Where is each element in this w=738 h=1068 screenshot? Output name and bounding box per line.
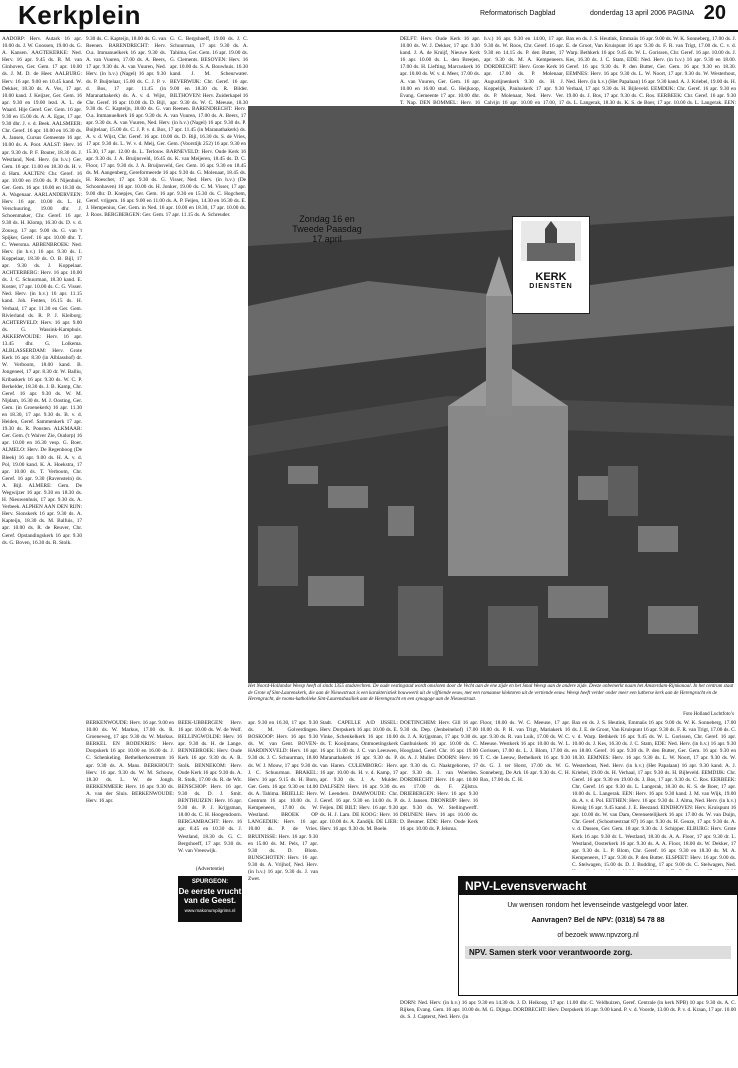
listing-column-1: AADORP: Herv. Autark 16 apr. 10.00 ds. J. W. Goossen, 19.00 ds. G. A. Kansen. AAGTEKERKE: Ned. Herv. 16 apr. 9.45 ds. B. M. van Ginhoven, Ger. Gem. 17 apr. 10.00 ds. J. M. D. de Heer. AALBURG: Herv. 16 apr. 9.00 en 10.45 kand. W. Dekker, 18.30 ds. A. Vos, 17 apr. 10.00 kand. J. Keijzer, Ger. Gem. 16 apr. 9.30 en 19.00 lezd. A. L. de Waard. Hije Geref. Ger. Gem. 16 apr. 9.30 en 15.00 ds. A. A. Egas, 17 apr. 9.30 dhr. J. v. d. Beek. AALSMEER: Chr. Geref. 16 apr. 10.00 en 16.30 ds. A. Jansen, Cursus Gemeente 16 apr. 10.00 ds. A. Poot. AALST: Herv. 16 apr. 9.30 ds. P. F. Bouter, 18.30 ds. J. Westland, Ned. Herv. (in h.v.) Ger. Gem. 16 apr. 11.00 en 18.30 ds. H. v. d. Ham. AALTEN: Chr. Geref. 16 apr. 10.00 en 19.00 ds. P. Nijenhuis, Ger. Gem. 16 apr. 10.00 en 18.30 ds. A. Wagenaar. AARLANDERVEEN: Herv. 16 apr. 10.00 ds. L. H. Verschuuring, 19.00 dhr. J. Schoenmaker, Chr. Geref. 16 apr. 9.30 ds. H. Klomp, 16.30 ds. D. v. d. Zouwg. 17 apr. 9.00 ds. G. van 't Spijker, Geref. 16 apr. 10.00 dhr. T. C. Weersma. ABBENBROEK: Ned. Herv. (in h.v.) 16 apr. 9.30 ds. I. Koppelaar, 18.30 ds. O. B. Bijl, 17 apr. 9.30 ds. J. Koppelaar. ACHTERBERG: Herv. 16 apr. 10.00 ds. J. C. Schuurman, 18.30 kand. E. Koster, 17 apr. 10.00 ds. C. G. Visser. Ned. Herv. (in h.v.) 16 apr. 11.15 kand. Joh. Fenten, 16.15 ds. H. Verhaal, 17 apr. 11.30 en Ger. Gem. Rivierland ds. R. P. J. Kleiborg. ACHTERVELD: Herv. 16 apr. 9.00 ds. G. Wassink-Kamphuis. AKKERWOUDE: Herv. 16 apr. 13.45 dhr. G. Lolkema. ALBLASSERDAM: Herv. Grote Kerk 16 apr. 8.30 (in Alblasshof) dr. W. Verboom, 18.00 kand. B. Jongeneel, 17 apr. 8.30 dr. W. Balliu, Kribaskerk 16 apr. 9.30 ds. W. C. P. Berkelder, 18.30 ds. J. B. Kamp, Chr. Geref. 16 apr. 9.30 ds. W. M. Nijdam, 16.30 ds. M. J. Oosting, Ger. Gem. (in Groenekerk) 16 apr. 11.30 en 18.30, 17 apr. 9.30 ds. B. v. d. Heiden, Geref. Sammenkerk 17 apr. 19.30 ds. R. Ponsten. ALKMAAR: Ger. Gem. ('t Waiver Zie, Oudorp) 16 apr. 10.00 en 16.30 vesp. G. Boer. ALMELO: Herv. De Regenboog (De Bleek) 16 apr. 9.00 ds. H. A. v. d. Pol, 19.00 kand. K. A. Hoekstra, 17 apr. 10.00 ds. T. Verboom, Chr. Geref. 16 apr. 9.30 (Ravenstein) ds. A. Bijl. ALMERE: Gem. De Wegwijzer 16 apr. 9.30 en 18.30 ds. H. Nieuwenhuis, 17 apr. 9.30 ds. A. Verbeek. ALPHEN AAN DEN RIJN: Herv. Sionskerk 16 apr. 9.30 ds. A. Kapteijn, 18.30 ds. M. Balfuis, 17 apr. 10.00 ds. R. de Reuver, Chr. Geref. Opstandingskerk 16 apr. 9.30 ds. G. Boven, 16.30 ds. R. Stolk. [2,36,82,546]
listing-lower-7: Bax en ds. J. S. Heutink, Emmaüs 16 apr. 9.00 ds. W. K. Sonneberg, 17.00 ds. J. E. de Groot, Van Kruispunt 16 apr. 9.30 ds. F. R. van Trigt, 17.00 ds. C. v. d. Warp. Bethkerk 16 apr. 9.45 ds. W. L. Gorissen, Chr. Geref. 16 apr. 10.00 ds. J. Kes, 16.30 ds. J. C. Stam, EDE: Ned. Herv. (in h.v.) 16 apr. 9.30 en 18.00. Geref. 16 apr. 9.30 ds. P. den Butter, Ger. Gem. 16 apr. 9.30 en 18.30. EEMNES: Herv. 16 apr. 9.30 ds. L. W. Noort, 17 apr. 9.30 ds. W. Westerhout, Ned. Herv. (in h.v.) (Het Papalaan) 16 apr. 9.30 kand. A. J. Kriebel, 19.00 ds. H. Verhaal, 17 apr. 9.30 ds. H. Bijleveld. EEMDIJK: Chr. Geref. 16 apr. 9.30 en 19.00 ds. J. Bos, 17 apr. 9.30 ds. C. Ros. EERBEEK: Chr. Geref. 16 apr. 9.30 ds. L. Langerak, 18.30 ds. K. S. de Boer, 17 apr. 10.00 ds. L. Langerak. EEN: Herv. 16 apr. 9.30 kand. J. M. van Wijk, 19.00 ds. A. v. d. Pol. EETHEN: Herv. 16 apr. 9.30 ds. J. Alma, Ned. Herv. (in h.v.) Kreuig 16 apr. 9.45 kand. J. E. Beezand. EINDHOVEN: Herv. Kruispunt 16 apr. 10.00 ds. W. van Dam, Oerensetelijkerk 16 apr. 17.00 ds. W. van Duijn, Chr. Geref. (Schootsestraat 87) 16 apr. 9.30 ds. H. Geuze, 17 apr. 9.30 ds. A. v. d. Dussen, Ger. Gem. 18 apr. 9.30 ds. J. Schipper. ELBURG: Herv. Grote Kerk 16 apr. 9.30 dr. L. Westland, 18.30 ds. A. A. Floor, 17 apr. 9.30 dr. L. Westland, Oosterkerk 16 apr. 9.30 ds. A. A. Floor, 18.00 ds. W. Dekker, 17 apr. 9.30 ds. L. P. Blom, Chr. Geref. 16 apr. 9.30 en 18.30 ds. M. A. Kempeneers, 17 apr. 9.30 ds. P. den Butter. ELSPEET: Herv. 16 apr. 9.00 ds. C. Stelwagen, 15.00 ds. D. J. Budding, 17 apr. 9.00 ds. C. Stelwagen, Ned. [572,720,736,868]
npv-slogan: NPV. Samen sterk voor verantwoorde zorg. [465,946,731,959]
npv-advert [458,876,738,996]
page-number: 20 [703,2,726,24]
advertentie-label: (Advertentie) [195,866,225,872]
church-icon [521,221,581,261]
kerkdiensten-banner [512,216,590,314]
page-label: PAGINA [668,10,694,17]
spurgeon-advert [178,876,242,922]
photo-caption: Het Noord-Hollandse Weesp heeft al sinds 1355 stadsrechten. De oude vestingstad wordt omsloten door de Vecht aan de ene zijde en het Smal Weesp aan de andere zijde. Deeze onbemerkt naam het Amsterdam-Rijnkanaal. In het centrum staat de Grote of Sint-Laurenskerk, die aan de Nieuwstraat is een karakteristiek bouwwerk uit de vijftiende eeuw, met een romaanse kloktoren uit de vertiende eeuw. Weesp heeft verder onder meer een lutherse kerk aan de Herengracht en de Herengracht, de rooms-katholieke Sint-Laurensbasiliek aan de Herengracht en een synagoge aan de Nieuwstraat. [248,684,734,702]
listing-column-6: Bax en ds. J. S. Heutink, Emmaüs 16 apr. 9.00 ds. W. K. Sonneberg, 17.00 ds. J. E. de Groot, Van Kruispunt 16 apr. 9.30 ds. F. R. van Trigt, 17.00 ds. C. v. d. Warp. Bethkerk 16 apr. 9.45 ds. W. L. Gorissen, Chr. Geref. 16 apr. 10.00 ds. J. Kes, 16.30 ds. J. C. Stam, EDE: Ned. Herv. (in h.v.) 16 apr. 9.30 en 18.00. Geref. 16 apr. 9.30 ds. P. den Butter, Ger. Gem. 16 apr. 9.30 en 18.30. EEMNES: Herv. 16 apr. 9.30 ds. L. W. Noort, 17 apr. 9.30 ds. W. Westerhout, Ned. Herv. (in h.v.) (Het Papalaan) 16 apr. 9.30 kand. A. J. Kriebel, 19.00 ds. H. Verhaal, 17 apr. 9.30 ds. H. Bijleveld. EEMDIJK: Chr. Geref. 16 apr. 9.30 en 19.00 ds. J. Bos, 17 apr. 9.30 ds. C. Ros. EERBEEK: Chr. Geref. 16 apr. 9.30 ds. L. Langerak, 18.30 ds. K. S. de Boer, 17 apr. 10.00 ds. L. Langerak. EEN: [566,36,736,106]
spurgeon-main: De eerste vrucht van de Geest. [178,887,242,905]
listing-lower-2: BEEK-UBBERGEN: Herv. 16 apr. 10.00 ds. W. de Wolf. BELLINGWOLDE: Herv. 16 apr. 9.30 ds. H. de Lange. BENNEBROEK: Herv. Oude Kerk 16 apr. 9.30 ds. A. R. Stolk. BENNEKOM: Herv. Oude Kerk 16 apr. 9.30 ds. A. R. Stolk, 17.00 ds. R. de Wit. BENSCHOP: Herv. 16 apr. 9.30 ds. D. J. Smit. BENTHUIZEN: Herv. 16 apr. 9.30 ds. P. J. Krijgsman, 18.00 ds. C. H. Hoogendoorn. BERGAMBACHT: Herv. 16 apr. 8.45 en 10.30 ds. J. Westland, 18.30 ds. G. C. Bergshoeff, 17 apr. 9.30 ds. W. van Vreeswijk. [178,720,242,854]
section-title: Kerkplein [18,0,141,30]
spurgeon-url[interactable]: www.makonumpilgrims.nl [184,908,236,913]
listing-lower-1: BERKENWOUDE: Herv. 16 apr. 9.00 en 10.00 ds. W. Markus, 17.00 ds. R. Groeneweg, 17 apr. 9.30 ds. W. Markus. BERKEL EN RODENRIJS: Herv. Dorpskerk 16 apr. 10.00 en 16.00 ds. J. C. Schenkeling. Bethelkerkcentrum 16 apr. 9.30 ds. A. Mans. BERKHOUT: Herv. 16 apr. 9.30 ds. W. M. Schouw, 18.30 ds. L. W. de Jongh. BERKENMEER: Herv. 16 apr. 9.30 ds. A. van der Sluis. BERKENWOUDE: Herv. 16 apr. [86,720,174,805]
issue-date: donderdag 13 april 2006 [590,10,666,17]
town-illustration [248,106,734,683]
listing-column-2: 9.30 ds. C. Kapteijn, 18.00 ds. G. van Reenen. BARENDRECHT: Herv. O.a. Immanuelkerk 16 apr. 9.30 ds. A. van Vuuren, 17.00 ds. A. Beers, 17 apr. 9.30 ds. A. van Vuuren, Ned. Herv. (in h.v.) (Nagel) 16 apr. 9.30 ds. P. Buijtelaar, 15.00 ds. C. J. P. v. d. Bos, 17 apr. 11.45 (in Maranathakerk) ds. A. v. d. Wijst, Chr. Geref. 16 apr. 10.00 ds. D. Bijl, [86,36,166,106]
listing-column-2b: 9.30 ds. C. Kapteijn, 18.00 ds. G. van Reenen. BARENDRECHT: Herv. O.a. Immanuelkerk 16 apr. 9.30 ds. A. van Vuuren, 17.00 ds. A. Beers, 17 apr. 9.30 ds. A. van Vuuren, Ned. Herv. (in h.v.) (Nagel) 16 apr. 9.30 ds. P. Buijtelaar, 15.00 ds. C. J. P. v. d. Bos, 17 apr. 11.45 (in Maranathakerk) ds. A. v. d. Wijst, Chr. Geref. 16 apr. 10.00 ds. D. Bijl, 16.30 ds. S. de Vries, 17 apr. 9.30 ds. L. W. v. d. Meij, Ger. Gem. (Voorstijk 252) 16 apr. 9.30 en 15.30, 17 apr. 12.00 ds. L. Terlouw. BARNEVELD: Herv. Oude Kerk 16 apr. 9.30 ds. J. A. Bruijnsveld, 16.45 ds. K. van Meijeren, 18.45 ds. D. C. Floor, 17 apr. 9.30 ds. J. A. Bruijnsveld, Ger. Gem. 16 apr. 9.30 en 18.45 ds. M. Aangenberg, Gereformeerde 16 apr. 9.30 ds. G. Molenaar, 18.45 ds. H. Roescher, 17 apr. 9.30 ds. G. Visser, Ned. Herv. (in h.v.) (De Schoonhaven) 16 apr. 10.00 ds. H. Jonker, 19.00 ds. C. M. Visser, 17 apr. 9.00 dhr. D. Knepjes, Ger. Gem. 16 apr. 9.30 en 15.30 ds. C. Hogchem, Geref. vrijgem. 16 apr. 9.00 en 11.00 ds. A. P. Feijen, 14.30 en 16.30 ds. E. J. Hempenius, Ger. Gem. in Ned. 16 apr. 10.00 en 18.30, 17 apr. 10.00 ds. J. Roos. BERGBERGEN: Ger. Gem. 17 apr. 11.15 ds. A. Schreuder. [86,106,246,219]
page-header [0,0,738,32]
listing-lower-6: Floor, 18.00 ds. W. C. Meeuse, 17 apr. 10.00 ds. P. H. van Trigt, Mariakerk 16 apr. 9.30 ds. R. van Luik, 17.00 ds. W. C. Meeuse. Westkerk 16 apr. 10.00 ds. W. L. Gorissen, 17.00 ds. L. J. Blom, 17.00 ds. T. C. de Leeuw, Bethelkerk 16 apr. 9.30 ds. G. J. ter Horst, 17.00 ds. W. G. Sonneberg, De Ark 16 apr. 9.30 ds. C. H. Bax, 17.00 ds. C. H. [480,720,570,783]
npv-line-1: Uw wensen rondom het levenseinde vastgelegd voor later. [507,902,689,909]
diensten-heading: DIENSTEN [529,283,573,290]
zondag-title: Zondag 16 en Tweede Paasdag 17 april [292,214,362,244]
spurgeon-title: SPURGEON: [191,879,229,885]
listing-lower-5: DOETINCHEM: Herv. Gill 16 apr. 9.30 ds. Dep. (Jenbeinehof) 17.00 ds. J. A. Krijgsman, 17 apr. 9.30 ds. Gasthuiskerk 16 apr. 10.00 ds. C. Hoogland, Geref. Chr. 16 apr. 19.00 ds. A. J. Muller. DOORN: Herv. 16 apr. 9.30 ds. G. Naaktgeboren, 17 apr. 9.30 ds. J. van Woerden. DORDRECHT: Herv. 16 apr. 10.00 en 17.00 ds. F. Zijlstra. DRIEBERGEN: Herv. 16 apr. 9.30 ds. J. Jansen. DRONRIJP: Herv. 16 apr. 9.30 ds. W. Stellingwerff. DRUNEN: Herv. 16 apr. 10.00 ds. D. Beumer. EDE: Herv. Oude Kerk 16 apr. 10.00 ds. P. Jelsma. [400,720,478,833]
listing-column-4: DELFT: Herv. Oude Kerk 16 apr. 10.00 ds. W. J. Dekker, 17 apr. 9.30 kand. J. A. de Kruijf, Nieuwe Kerk 16 apr. 10.00 ds. L. den Breejen, 17.00 ds. H. Liefting, Marcuskerk 16 apr. 10.00 ds. W. v. d. Meer, 17.00 ds. A. van Vuuren, Ger. Gem. 16 apr. 10.00 en 16.00 stud. G. Heijkoop, Evang. Gemeente 17 apr. 10.00 dhr. T. Nap. DEN BOMMEL: Herv. 16 [400,36,480,106]
npv-phone[interactable]: Aanvragen? Bel de NPV: (0318) 54 78 88 [531,917,665,924]
npv-website[interactable]: of bezoek www.npvzorg.nl [557,932,639,939]
npv-title: NPV-Levensverwacht [459,877,737,895]
listing-lower-3: apr. 9.30 en 16.30, 17 apr. 9.30 ds. M. Golverdingen. BOSKOOP: Herv. 16 apr. 9.30 ds. W. van Gent. BOVEN-HARDINXVELD: Herv. 16 apr. 9.30 ds. J. C. Schuurman, 18.00 ds. W. J. Mouw, 17 apr. 9.30 ds. J. C. Schuurman. BRAKEL: Herv. 16 apr. 9.15 ds. H. Born, Ger. Gem. 16 apr. 9.30 en 14.00 ds. A. Tahima. BRIELLE: Herv. Centrum 16 apr. 10.00 ds. J. Kempeneers, 17.00 ds. W. Westland. BROEK OP LANGEDIJK: Herv. 16 apr. 10.00 ds. P. de Vries. BRUINISSE: Herv. 16 apr. 9.30 en 15.00 ds. M. Pels, 17 apr. 9.30 ds. D. Blom. BUNSCHOTEN: Herv. 16 apr. 9.30 ds. A. Vrijhof, Ned. Herv. (in h.v.) 16 apr. 9.30 ds. J. van Zwet. [248,720,318,883]
listing-column-3: G. C. Bergshoeff, 19.00 ds. J. C. Schuurman, 17 apr. 9.30 ds. A. Tahima, Ger. Gem. 16 apr. 19.00 ds. G. Clements. BESOYEN: Herv. 16 apr. 10.00 ds. S. A. Bouwhuis. 16.30 kand. J. M. Scheurwater. BEVERWIJK: Chr. Geref. 16 apr. 9.00 en 18.30 ds. R. Bilder. BILTHOVEN: Herv. Zuiderkapel 16 apr. 9.30 ds. W. C. Meeuse, 18.30 [170,36,248,106]
listing-column-5: h.v.) 16 apr. 9.30 en 14.00, 17 apr. 9.30 ds. W. Roos, Chr. Geref. 16 apr. 9.30 en 14.15 ds. P. den Butter, 17 apr. 9.30 ds. M. A. Kempeneers. DORDRECHT: Herv. Grote Kerk 16 apr. 17.00 ds. P. Molenaar, Augustijnenkerk 9.30 ds. H. J. Koppelijk, Pauluskerk 17 apr. 9.30 ds. P. Molenaar, Ned. Herv. Ver. Calvijn 16 apr. 10.00 en 17.00, 17 [484,36,564,106]
listing-lower-4: Stadt. CAPELLE A/D IJSSEL: Herv. Dorpskerk 16 apr. 10.00 ds. E. Vinke, Schenkelkerk 16 apr. 10.00 ds. T. Kooijmans, Ontmoetingskerk 16 apr. 11.00 ds. J. C. van Leeuwen, Maranathakerk 16 apr. 9.30 ds. P. van Haren. CULEMBORG: Herv. 16 apr. 10.00 ds. H. v. d. Kamp, 17 apr. 9.30 ds. J. A. Mulder. DALFSEN: Herv. 16 apr. 9.30 ds. W. Leenders. DAMWOUDE: Chr. Geref. 16 apr. 9.30 en 14.00 ds. P. Feijen. DE BILT: Herv. 16 apr. 9.30 ds. H. J. Lam. DE KOOG: Herv. 16 apr. 10.00 ds. A. Zandijk. DE LIER: Herv. 16 apr. 9.30 ds. M. Boele. [320,720,398,833]
kerk-heading: KERK [535,271,567,283]
publication-name: Reformatorisch Dagblad [480,10,556,17]
photo-credit: Foto Holland Luchtfoto’s [683,712,734,717]
listing-lower-8: DORN: Ned. Herv. (in h.v.) 16 apr. 9.30 en 14.30 ds. J. D. Heikoop, 17 apr. 11.00 dhr. C. Veldhuizen, Geref. Centrale (in kerk NPB) 10 apr. 9.30 ds. A. C. Rijken, Evang. Gem. 16 apr. 10.00 ds. M. G. Dijnga. DORDRECHT: Herv. Dorpskerk 16 apr. 9.00 kand. P. v. d. Voorde, 13.00 ds. P. v. d. Kraan, 17 apr. 10.00 ds. S. J. Capterst, Ned. Herv. (in [400,1000,736,1021]
aerial-photo-weesp [248,106,734,683]
